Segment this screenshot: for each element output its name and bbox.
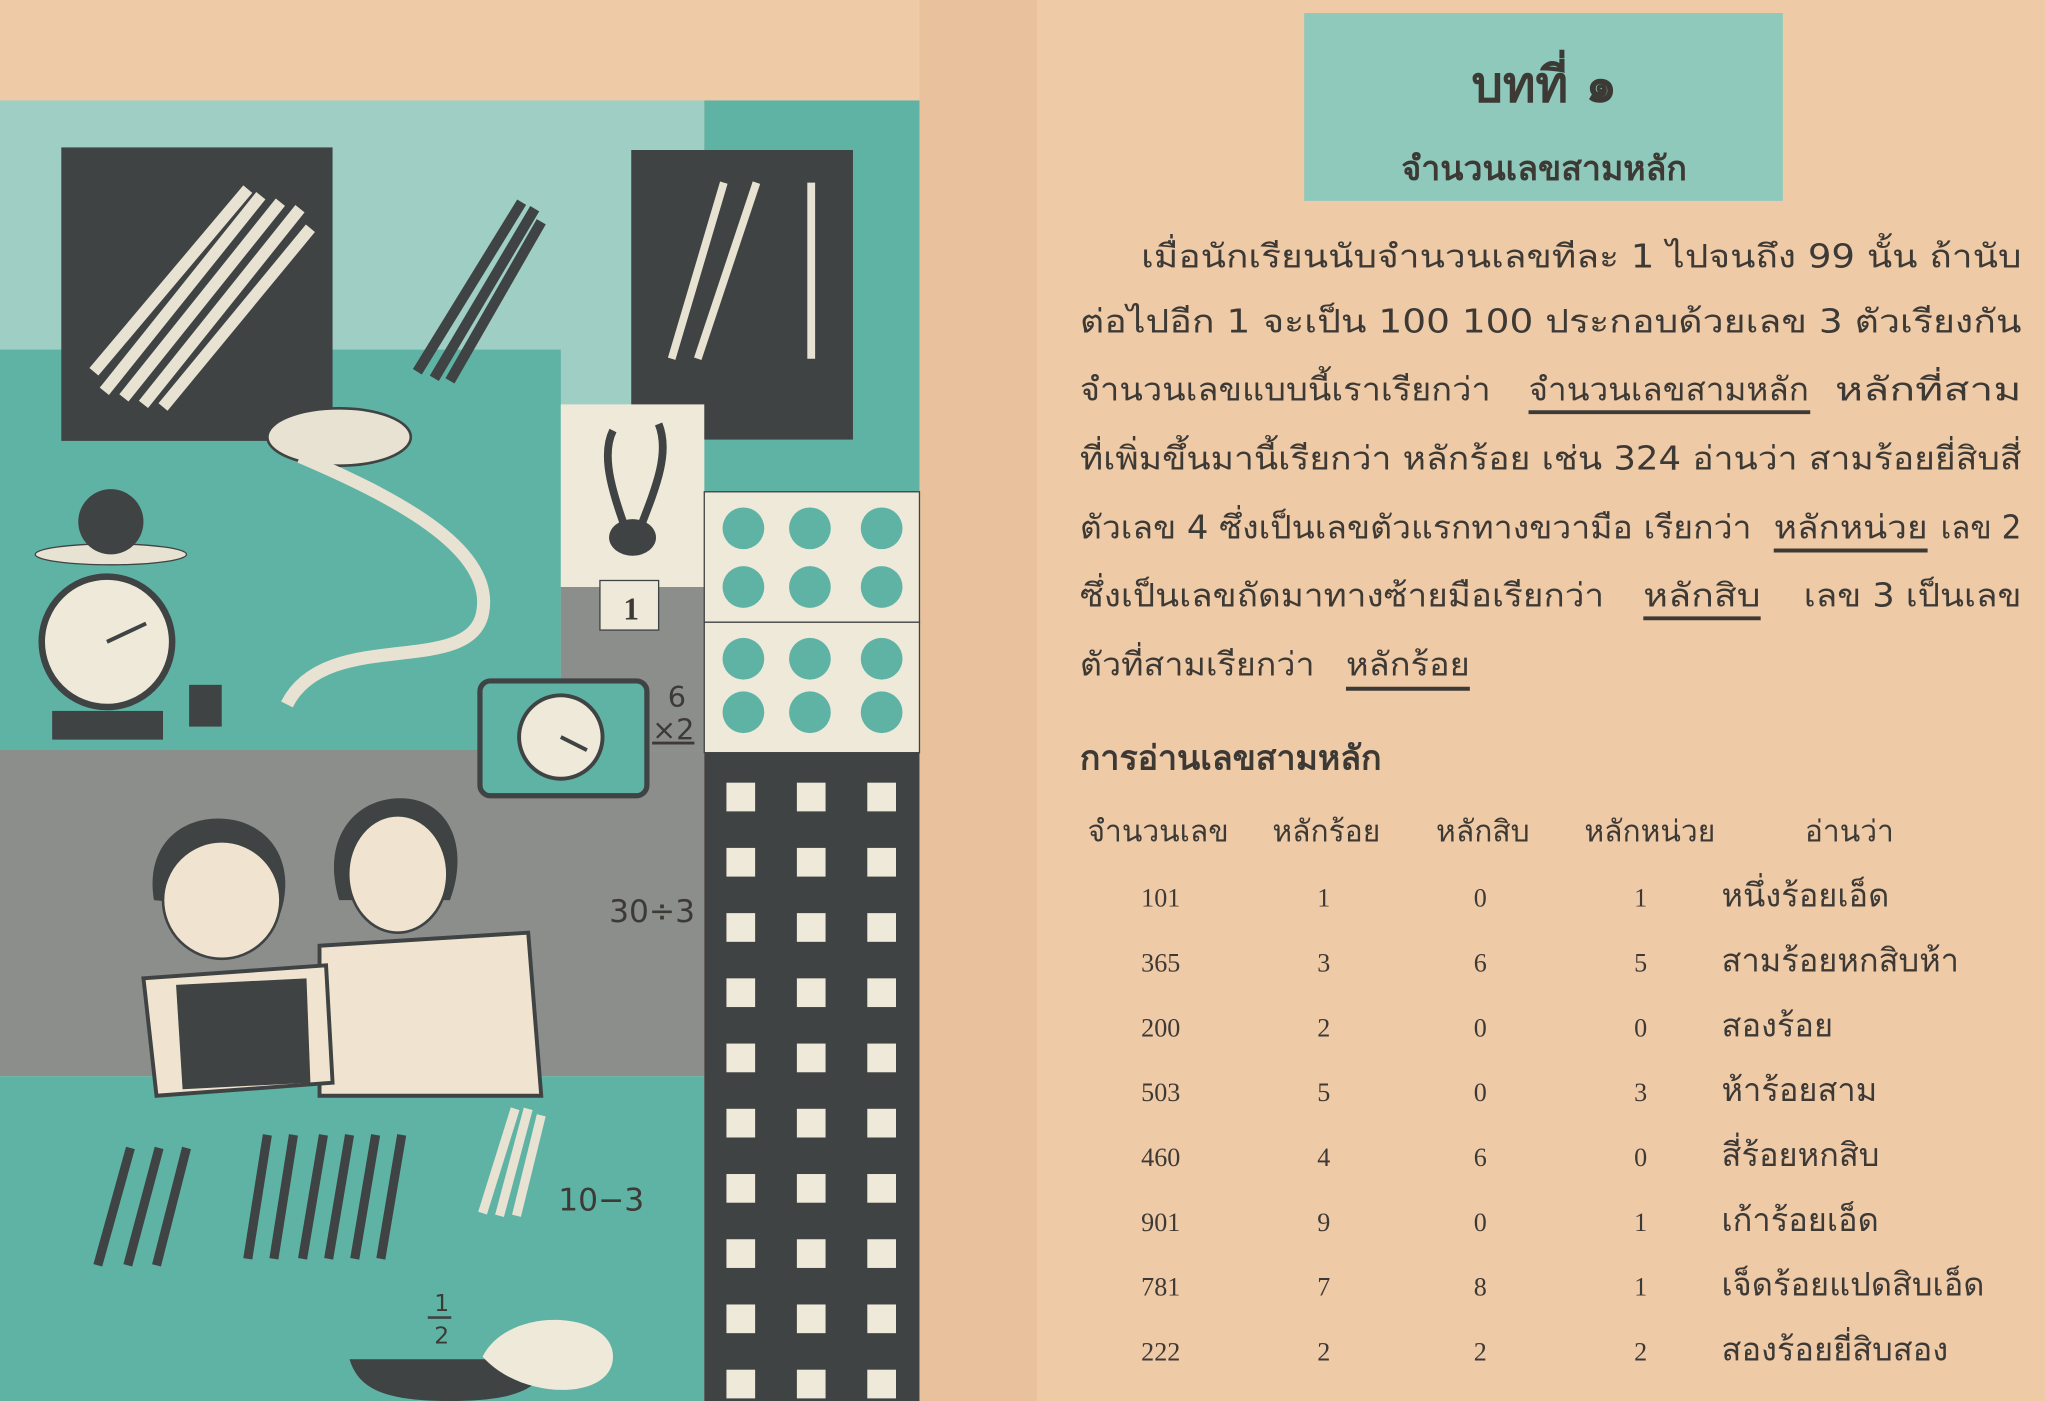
- window: [867, 1044, 896, 1073]
- column-header: อ่านว่า: [1804, 814, 1894, 850]
- table-cell-number: 1: [1634, 883, 1648, 913]
- table-cell-number: 200: [1141, 1013, 1181, 1043]
- table-cell-number: 1: [1634, 1272, 1648, 1302]
- term-units-place: หลักหน่วย: [1773, 508, 1928, 547]
- window: [726, 1304, 755, 1333]
- table-cell-number: 503: [1141, 1078, 1181, 1108]
- window: [726, 848, 755, 877]
- book-gutter: [919, 0, 1036, 1401]
- window: [797, 1239, 826, 1268]
- matchbox-icon: [189, 685, 222, 727]
- table-cell-number: 2: [1473, 1337, 1487, 1367]
- window: [867, 978, 896, 1007]
- term-hundreds-place: หลักร้อย: [1345, 645, 1470, 684]
- table-cell-number: 7: [1317, 1272, 1331, 1302]
- illustration: [0, 100, 919, 1401]
- table-cell-number: 0: [1473, 1207, 1487, 1237]
- paragraph-line: เลข 2: [1940, 508, 2022, 547]
- column-header: จำนวนเลข: [1087, 814, 1229, 850]
- table-cell-number: 0: [1634, 1142, 1648, 1172]
- term-tens-place: หลักสิบ: [1643, 576, 1761, 615]
- table-cell-number: 365: [1141, 948, 1181, 978]
- window: [867, 913, 896, 942]
- table-cell-reading: เก้าร้อยเอ็ด: [1721, 1200, 1879, 1239]
- table-cell-number: 0: [1473, 1013, 1487, 1043]
- table-cell-number: 9: [1317, 1207, 1331, 1237]
- window: [797, 848, 826, 877]
- multiply-bottom: ×2: [652, 712, 695, 747]
- window: [867, 1304, 896, 1333]
- window: [726, 1239, 755, 1268]
- subtract-label: 10−3: [558, 1182, 645, 1219]
- table-cell-number: 222: [1141, 1337, 1181, 1367]
- fruit-icon: [78, 489, 143, 554]
- table-cell-number: 8: [1473, 1272, 1487, 1302]
- table-cell-reading: สองร้อยยี่สิบสอง: [1721, 1330, 1949, 1369]
- window: [867, 1370, 896, 1399]
- table-cell-number: 6: [1473, 948, 1487, 978]
- paragraph-line: ตัวเลข 4 ซึ่งเป็นเลขตัวแรกทางขวามือ เรียกว่า: [1079, 508, 1728, 547]
- bundle-frame: [61, 147, 332, 441]
- window: [797, 913, 826, 942]
- table-cell-number: 1: [1317, 883, 1331, 913]
- chapter-subtitle: จำนวนเลขสามหลัก: [1401, 149, 1687, 189]
- table-cell-number: 901: [1141, 1207, 1181, 1237]
- term-three-digit-number: จำนวนเลขสามหลัก: [1528, 370, 1809, 409]
- paragraph-line: ซึ่งเป็นเลขถัดมาทางซ้ายมือเรียกว่า: [1079, 576, 1567, 615]
- divide-label: 30÷3: [609, 894, 696, 931]
- table-cell-number: 2: [1317, 1337, 1331, 1367]
- table-cell-reading: สี่ร้อยหกสิบ: [1721, 1135, 1880, 1174]
- window: [867, 783, 896, 812]
- paragraph-line: ต่อไปอีก 1 จะเป็น 100 100 ประกอบด้วยเลข 3 ตัวเรียงกัน: [1079, 302, 2022, 341]
- window: [867, 1174, 896, 1203]
- column-header: หลักสิบ: [1436, 814, 1530, 850]
- table-cell-number: 5: [1634, 948, 1648, 978]
- table-cell-number: 0: [1473, 883, 1487, 913]
- window: [797, 1044, 826, 1073]
- window: [797, 1370, 826, 1399]
- vase-icon: [609, 519, 656, 556]
- section-heading: การอ่านเลขสามหลัก: [1079, 738, 1382, 778]
- window: [867, 1109, 896, 1138]
- paragraph-line: ที่เพิ่มขึ้นมานี้เรียกว่า หลักร้อย เช่น 324 อ่านว่า สามร้อยยี่สิบสี่: [1079, 439, 1946, 478]
- sticks-frame: [631, 150, 853, 440]
- table-cell-number: 3: [1634, 1078, 1648, 1108]
- column-header: หลักหน่วย: [1584, 814, 1716, 850]
- table-cell-number: 4: [1317, 1142, 1331, 1172]
- table-cell-reading: หนึ่งร้อยเอ็ด: [1721, 876, 1890, 915]
- table-cell-number: 2: [1317, 1013, 1331, 1043]
- window: [726, 1109, 755, 1138]
- window: [726, 1044, 755, 1073]
- window: [797, 783, 826, 812]
- window: [726, 1370, 755, 1399]
- fraction-denominator: 2: [434, 1321, 450, 1350]
- table-cell-number: 5: [1317, 1078, 1331, 1108]
- paragraph-line: หลักที่สาม: [1835, 370, 1978, 409]
- chapter-title: บทที่ ๑: [1471, 55, 1617, 114]
- table-cell-number: 0: [1473, 1078, 1487, 1108]
- window: [726, 913, 755, 942]
- table-cell-number: 460: [1141, 1142, 1181, 1172]
- table-cell-reading: สามร้อยหกสิบห้า: [1721, 941, 1959, 980]
- paragraph-line: จำนวนเลขแบบนี้เราเรียกว่า: [1079, 370, 1470, 409]
- fraction-numerator: 1: [434, 1288, 450, 1317]
- paragraph-line: เมื่อนักเรียนนับจำนวนเลขทีละ 1 ไปจนถึง 99 นั้น ถ้านับ: [1141, 237, 1915, 276]
- window: [867, 848, 896, 877]
- plant-card: [561, 404, 704, 587]
- multiply-top: 6: [667, 680, 687, 715]
- column-header: หลักร้อย: [1272, 814, 1381, 850]
- window: [726, 978, 755, 1007]
- window: [797, 1304, 826, 1333]
- paragraph-line: ตัวที่สามเรียกว่า: [1079, 645, 1305, 684]
- table-cell-number: 101: [1141, 883, 1181, 913]
- window: [867, 1239, 896, 1268]
- tape-measure-icon: [267, 408, 410, 465]
- window: [797, 978, 826, 1007]
- scale-base: [52, 711, 163, 740]
- window: [726, 1174, 755, 1203]
- table-cell-number: 2: [1634, 1337, 1648, 1367]
- table-cell-reading: ห้าร้อยสาม: [1721, 1071, 1878, 1110]
- table-cell-number: 3: [1317, 948, 1331, 978]
- window: [797, 1174, 826, 1203]
- window: [726, 783, 755, 812]
- table-cell-reading: สองร้อย: [1721, 1006, 1834, 1045]
- table-cell-number: 781: [1141, 1272, 1181, 1302]
- table-cell-number: 0: [1634, 1013, 1648, 1043]
- calendar-number: 1: [623, 591, 640, 627]
- table-cell-number: 1: [1634, 1207, 1648, 1237]
- table-cell-number: 6: [1473, 1142, 1487, 1172]
- window: [797, 1109, 826, 1138]
- table-cell-reading: เจ็ดร้อยแปดสิบเอ็ด: [1721, 1265, 1985, 1304]
- paragraph-line: เลข 3 เป็นเลข: [1803, 576, 2022, 615]
